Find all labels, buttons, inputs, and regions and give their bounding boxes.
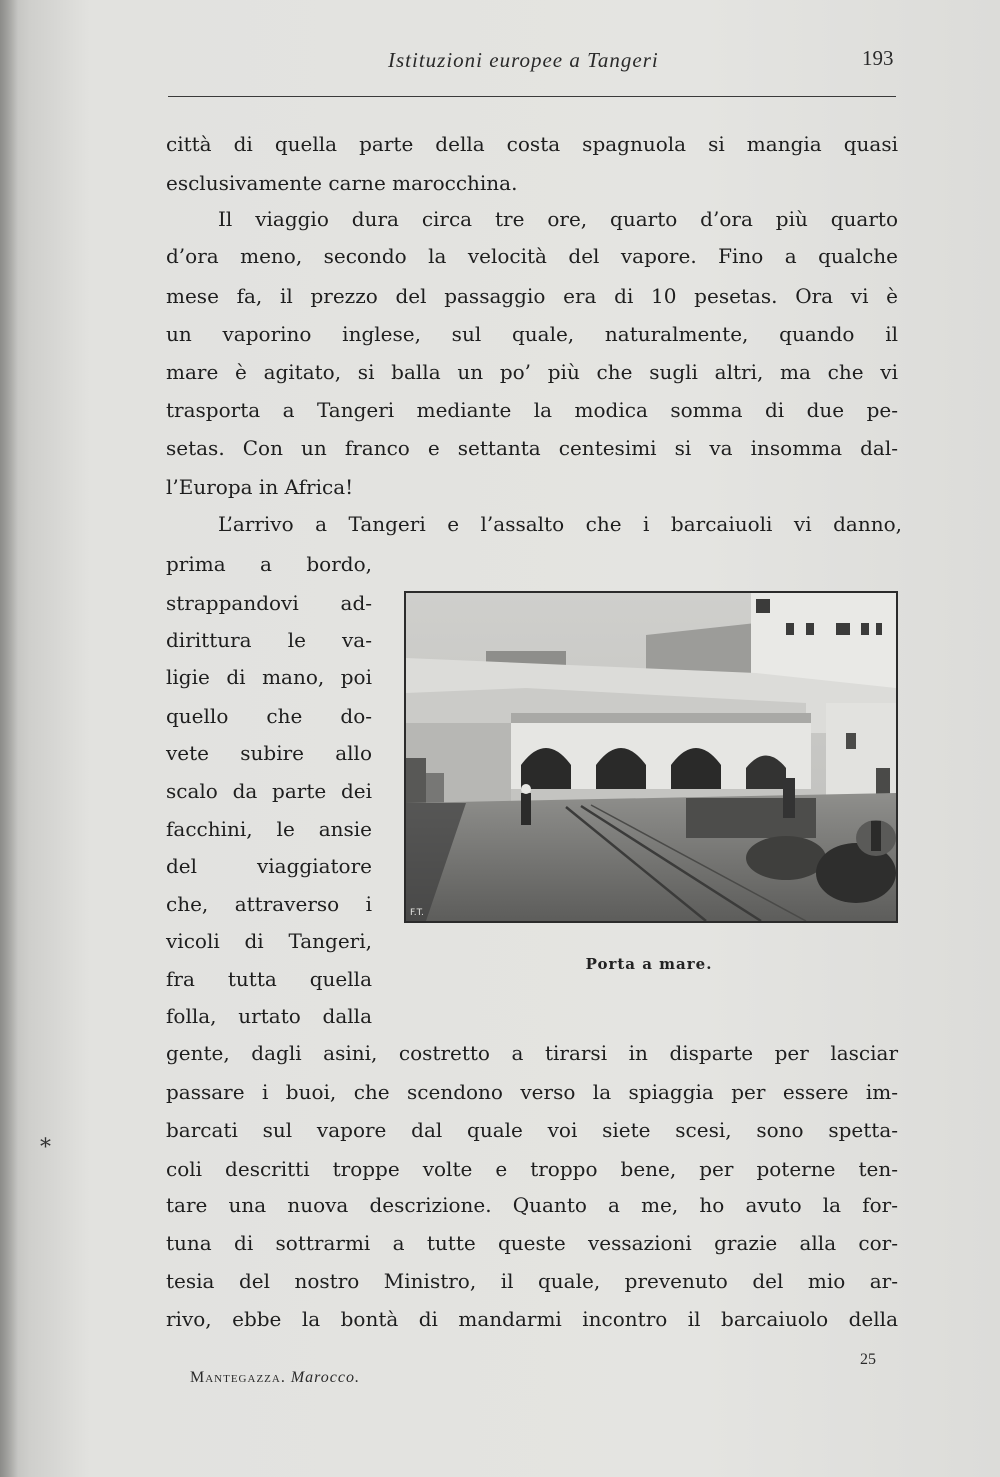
body-line: setas. Con un franco e settanta centesimi si va insomma dal- xyxy=(166,436,898,460)
body-line: gente, dagli asini, costretto a tirarsi in disparte per lasciar xyxy=(166,1041,898,1065)
body-line: folla, urtato dalla xyxy=(166,1004,372,1028)
body-line: Il viaggio dura circa tre ore, quarto d’ora più quarto xyxy=(218,207,898,231)
body-line: d’ora meno, secondo la velocità del vapore. Fino a qualche xyxy=(166,244,898,268)
photo-caption: Porta a mare. xyxy=(585,955,713,973)
body-line: l’Europa in Africa! xyxy=(166,475,354,499)
body-line: tare una nuova descrizione. Quanto a me, ho avuto la for- xyxy=(166,1193,898,1217)
body-line: rivo, ebbe la bontà di mandarmi incontro il barcaiuolo della xyxy=(166,1307,898,1331)
footer-book-title: Marocco. xyxy=(290,1369,360,1386)
body-line: tesia del nostro Ministro, il quale, prevenuto del mio ar- xyxy=(166,1269,898,1293)
footer-author: Mantegazza. xyxy=(190,1369,286,1386)
body-line: dirittura le va- xyxy=(166,628,372,652)
body-line: quello che do- xyxy=(166,704,372,728)
header-rule xyxy=(168,96,896,97)
photo-mark: F.T. xyxy=(410,908,424,918)
footer-signature-line xyxy=(190,1369,360,1387)
body-line: città di quella parte della costa spagnuola si mangia quasi xyxy=(166,132,898,156)
body-line: tuna di sottrarmi a tutte queste vessazioni grazie alla cor- xyxy=(166,1231,898,1255)
body-line: L’arrivo a Tangeri e l’assalto che i barcaiuoli vi danno, xyxy=(218,512,902,536)
gutter-shadow xyxy=(0,0,18,1477)
photo-illustration xyxy=(406,593,896,921)
body-line: scalo da parte dei xyxy=(166,779,372,803)
body-line: del viaggiatore xyxy=(166,854,372,878)
body-line: mare è agitato, si balla un po’ più che sugli altri, ma che vi xyxy=(166,360,898,384)
body-line: prima a bordo, xyxy=(166,552,372,576)
body-line: strappandovi ad- xyxy=(166,591,372,615)
body-line: ligie di mano, poi xyxy=(166,665,372,689)
body-line: coli descritti troppe volte e troppo bene, per poterne ten- xyxy=(166,1157,898,1181)
running-title: Istituzioni europee a Tangeri xyxy=(388,48,659,72)
body-line: trasporta a Tangeri mediante la modica somma di due pe- xyxy=(166,398,898,422)
body-line: un vaporino inglese, sul quale, naturalmente, quando il xyxy=(166,322,898,346)
body-line: barcati sul vapore dal quale voi siete scesi, sono spetta- xyxy=(166,1118,898,1142)
body-line: mese fa, il prezzo del passaggio era di 10 pesetas. Ora vi è xyxy=(166,284,898,308)
body-line: facchini, le ansie xyxy=(166,817,372,841)
body-line: fra tutta quella xyxy=(166,967,372,991)
body-line: esclusivamente carne marocchina. xyxy=(166,171,518,195)
body-line: vete subire allo xyxy=(166,741,372,765)
page-number: 193 xyxy=(862,46,894,70)
body-line: vicoli di Tangeri, xyxy=(166,929,372,953)
body-line: passare i buoi, che scendono verso la spiaggia per essere im- xyxy=(166,1080,898,1104)
body-line: che, attraverso i xyxy=(166,892,372,916)
margin-mark-icon: ⁎ xyxy=(40,1128,51,1153)
photograph-porta-a-mare xyxy=(404,591,898,923)
printer-signature-number: 25 xyxy=(860,1351,876,1368)
